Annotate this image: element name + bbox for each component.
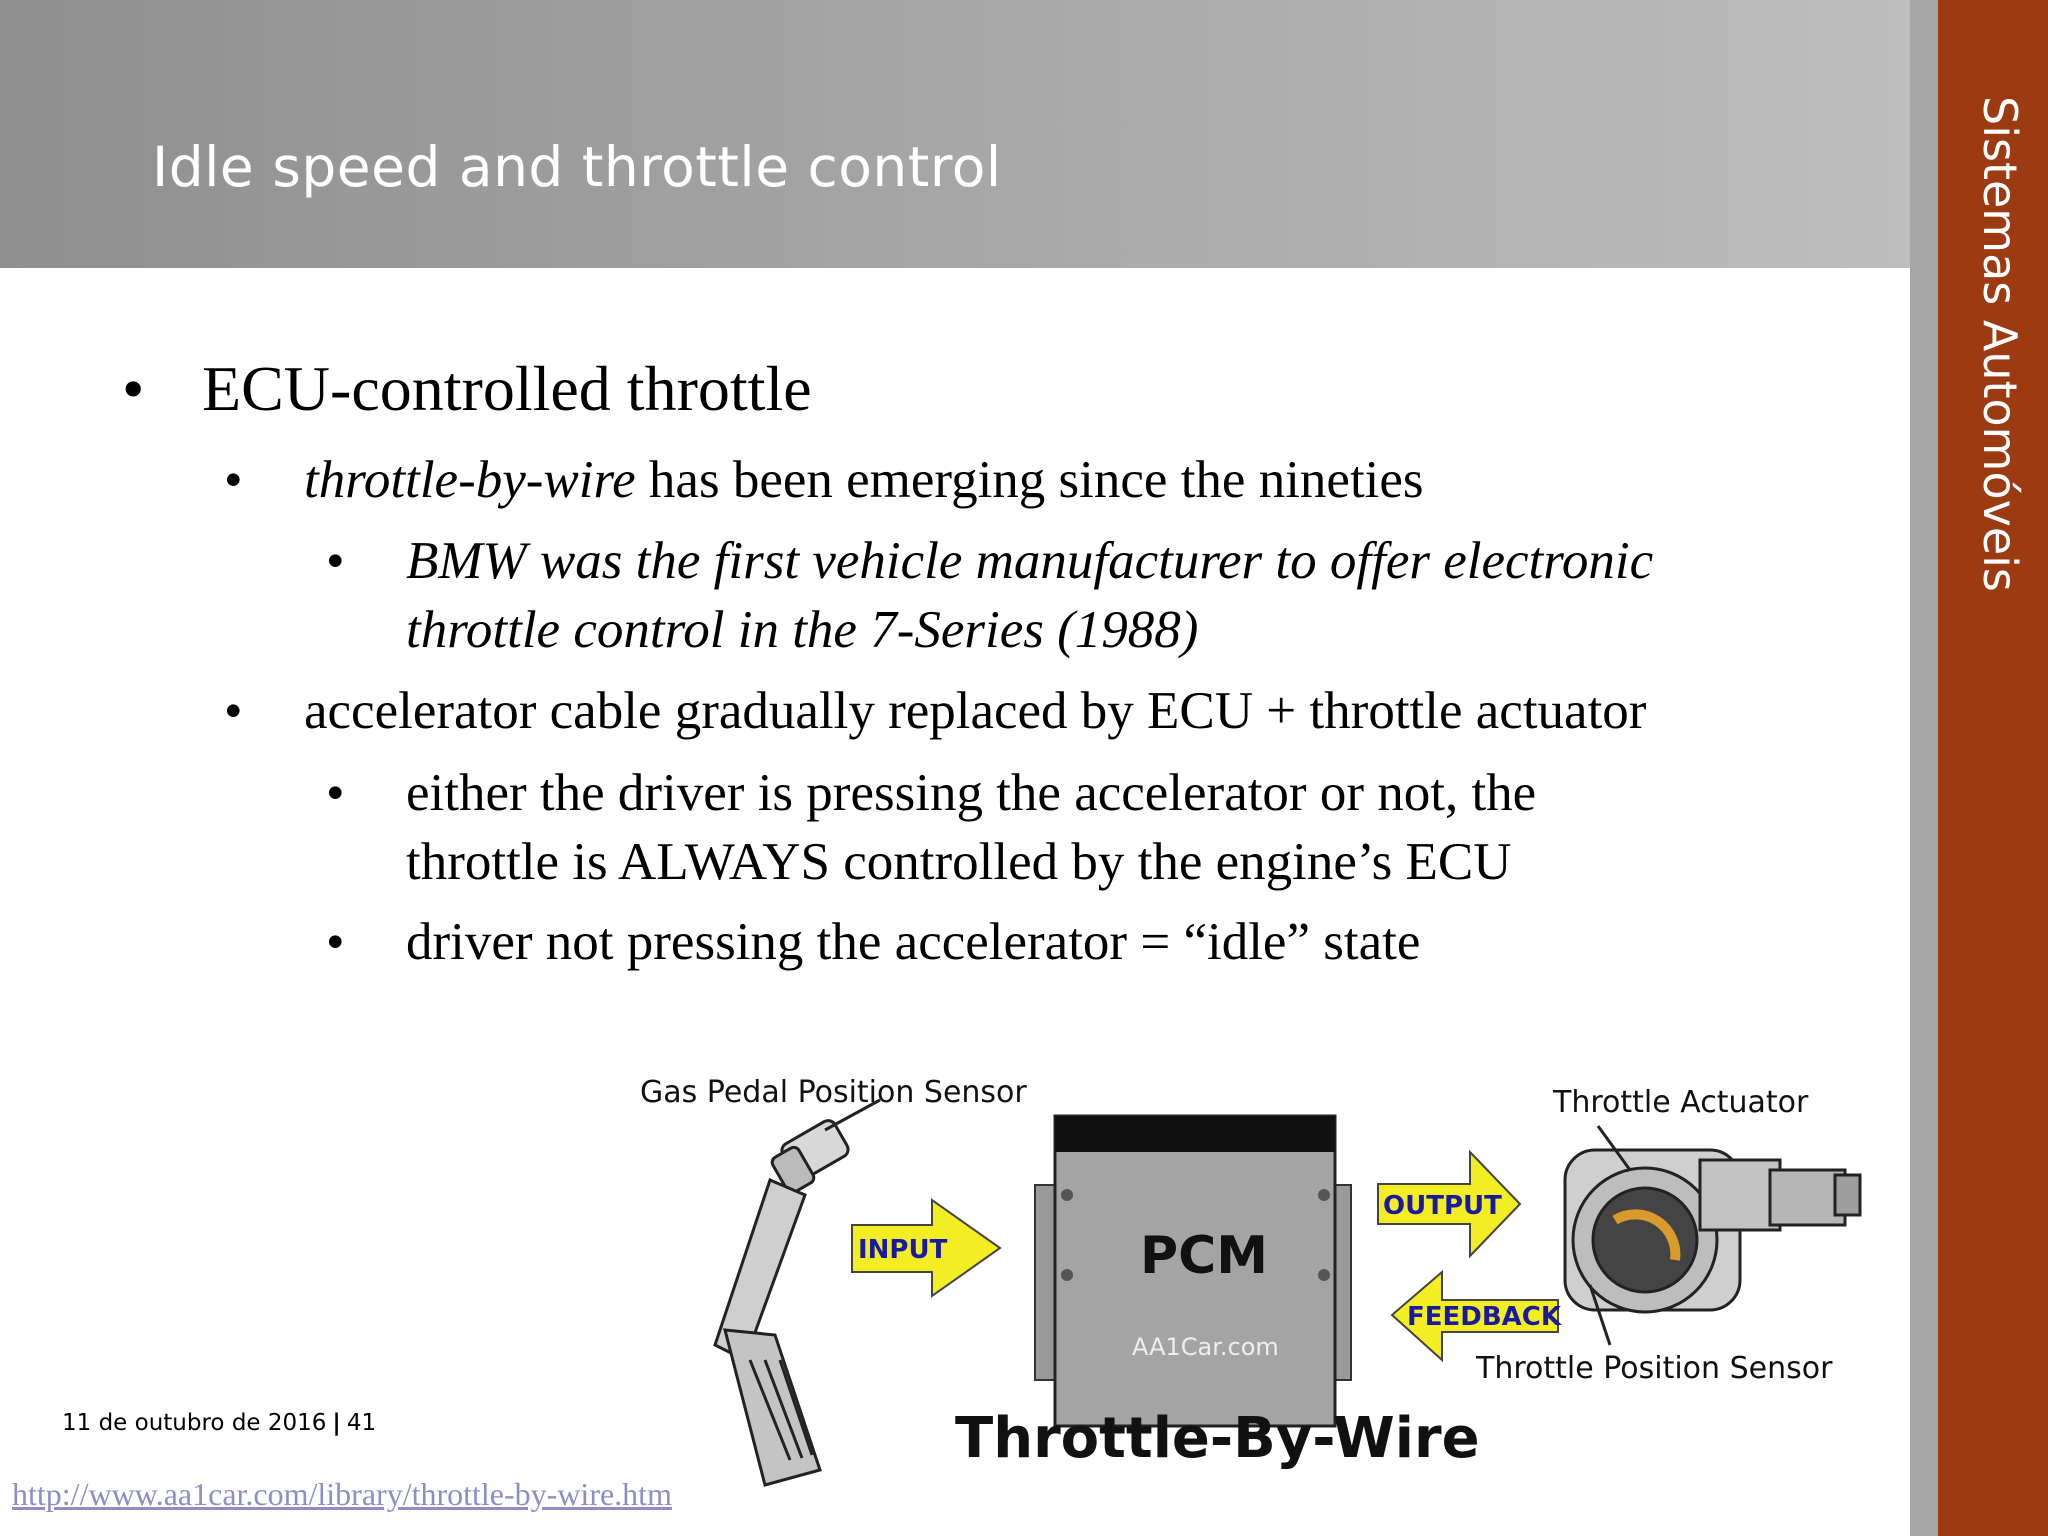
bullet-text: throttle is ALWAYS controlled by the engine’s ECU	[406, 833, 1512, 891]
pcm-label: PCM	[1140, 1226, 1269, 1286]
input-arrow	[852, 1200, 1000, 1296]
bullet-text: driver not pressing the accelerator = “idle” state	[406, 913, 1421, 971]
bullet-text: either the driver is pressing the accelerator or not, the	[406, 764, 1537, 822]
bullet-text-rest: has been emerging since the nineties	[635, 451, 1424, 509]
feedback-arrow	[1392, 1272, 1562, 1360]
bullet-dot: •	[326, 532, 345, 590]
throttle-position-label: Throttle Position Sensor	[1476, 1351, 1833, 1386]
bullet-dot: •	[326, 764, 345, 822]
bullet-text: throttle control in the 7-Series (1988)	[406, 601, 1199, 659]
bullet-dot: •	[326, 913, 345, 971]
bullet-text	[304, 446, 1424, 515]
page-number: 41	[346, 1410, 377, 1436]
bullet-text: ECU-controlled throttle	[202, 353, 812, 424]
bullet-dot: •	[122, 353, 145, 424]
bullet-text: BMW was the first vehicle manufacturer to offer electronic	[406, 532, 1654, 590]
input-label: INPUT	[858, 1235, 948, 1265]
side-label: Sistemas Automóveis	[1973, 96, 2027, 592]
slide-header	[0, 0, 1910, 268]
throttle-actuator-label: Throttle Actuator	[1553, 1085, 1809, 1120]
bullet-dot: •	[224, 682, 243, 740]
italic-term: throttle-by-wire	[304, 451, 636, 509]
side-divider	[1910, 0, 1938, 1536]
pcm-module	[1035, 1116, 1351, 1426]
gas-pedal-icon	[715, 1100, 880, 1485]
footer-separator: |	[332, 1410, 341, 1436]
throttle-by-wire-diagram	[630, 1060, 1890, 1500]
output-arrow	[1378, 1152, 1520, 1256]
feedback-label: FEEDBACK	[1407, 1302, 1562, 1332]
footer	[62, 1410, 376, 1436]
footer-date: 11 de outubro de 2016	[62, 1410, 327, 1436]
output-label: OUTPUT	[1383, 1191, 1502, 1221]
source-link[interactable]: http://www.aa1car.com/library/throttle-by-wire.htm	[12, 1476, 672, 1512]
gas-pedal-label: Gas Pedal Position Sensor	[640, 1075, 1027, 1110]
throttle-body-icon	[1565, 1126, 1860, 1345]
bullet-text: accelerator cable gradually replaced by ECU + throttle actuator	[304, 682, 1647, 740]
slide-title: Idle speed and throttle control	[152, 135, 1002, 199]
diagram-caption: Throttle-By-Wire	[955, 1406, 1480, 1471]
bullet-dot: •	[224, 451, 243, 509]
watermark: AA1Car.com	[1132, 1333, 1279, 1361]
